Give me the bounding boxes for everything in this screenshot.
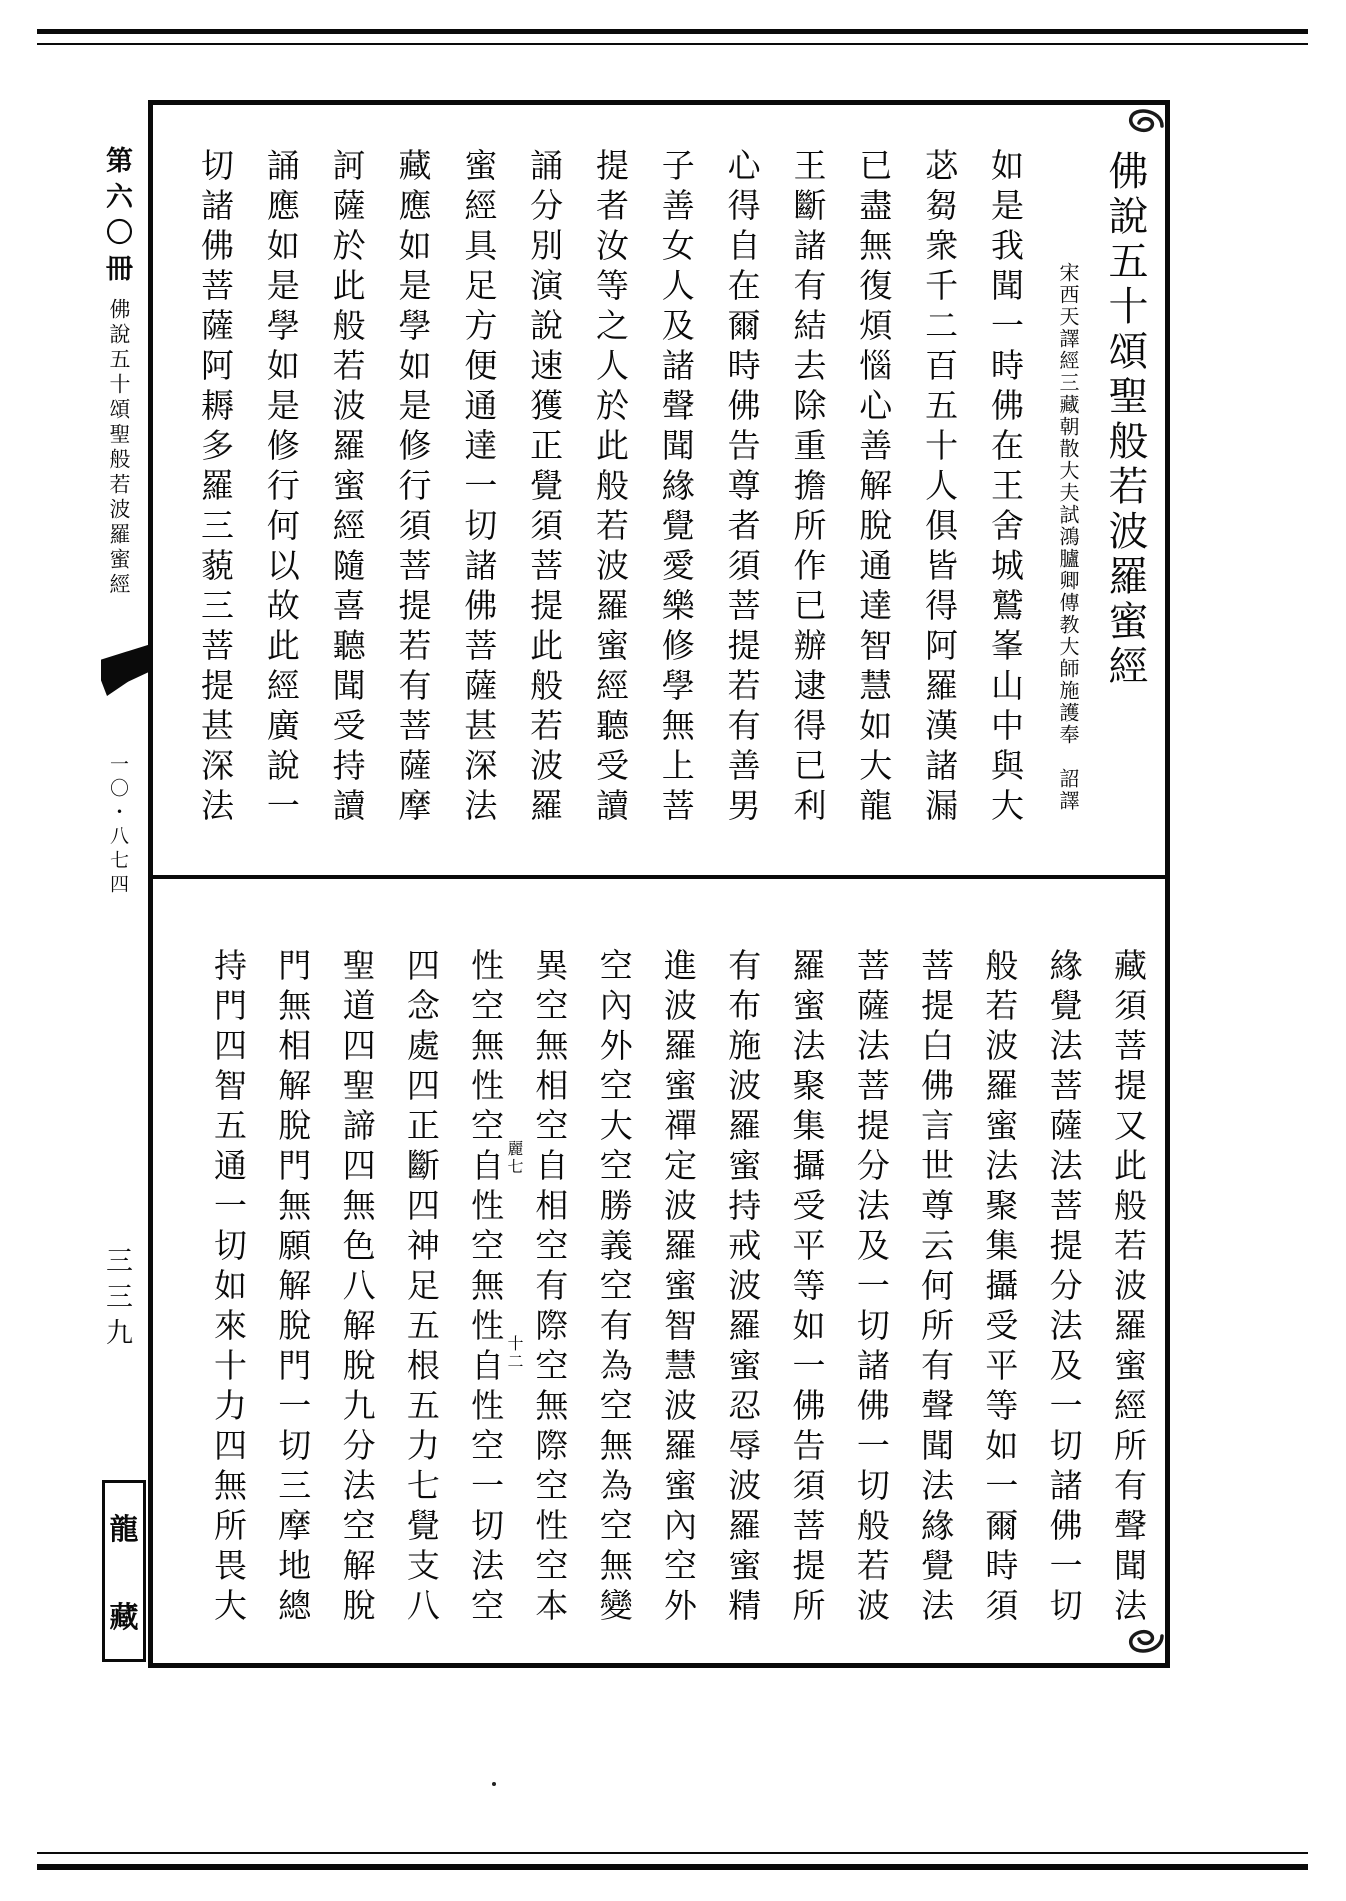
text-column: 持門四智五通一切如來十力四無所畏大 [209, 948, 245, 1628]
text-column: 四念處四正斷四神足五根五力七覺支八 [401, 948, 438, 1628]
text-column: 王斷諸有結去除重擔所作已辦逮得已利 [788, 148, 825, 828]
text-column: 菩提白佛言世尊云何所有聲聞法緣覺法 [916, 948, 953, 1628]
text-column: 有布施波羅蜜持戒波羅蜜忍辱波羅蜜精 [723, 948, 760, 1628]
text-column: 空內外空大空勝義空有為空無為空無變 [594, 948, 631, 1628]
text-column: 如是我聞一時佛在王舍城鷲峯山中與大 [985, 148, 1022, 828]
text-column: 藏須菩提又此般若波羅蜜經所有聲聞法 [1108, 948, 1145, 1628]
text-column: 門無相解脫門無願解脫門一切三摩地總 [273, 948, 310, 1628]
text-column: 菩薩法菩提分法及一切諸佛一切般若波 [851, 948, 888, 1628]
text-column: 提者汝等之人於此般若波羅蜜經聽受讀 [590, 148, 627, 828]
text-column: 藏應如是學如是修行須菩提若有菩薩摩 [393, 148, 430, 828]
text-column: 切諸佛菩薩阿耨多羅三藐三菩提甚深法 [196, 148, 232, 828]
seal-char-long: 龍 [109, 1513, 139, 1546]
gutter-note: 十二 [505, 1335, 522, 1371]
seal-char-zang: 藏 [109, 1601, 139, 1634]
text-column: 緣覺法菩薩法菩提分法及一切諸佛一切 [1044, 948, 1081, 1628]
text-column: 性空無性空自性空無性自性空一切法空 [466, 948, 503, 1628]
page-curl-ornament-top [1126, 104, 1164, 147]
text-column: 聖道四聖諦四無色八解脫九分法空解脫 [337, 948, 374, 1628]
text-column: 已盡無復煩惱心善解脫通達智慧如大龍 [854, 148, 891, 828]
folio-number: 三三九 [102, 1246, 132, 1354]
lower-register [153, 879, 1165, 1663]
translator-line: 宋西天譯經三藏朝散大夫試鴻臚卿傳教大師施護奉 詔譯 [1056, 262, 1078, 812]
bottom-rule-thin [37, 1852, 1308, 1854]
text-column: 蜜經具足方便通達一切諸佛菩薩甚深法 [459, 148, 496, 828]
text-column: 誦應如是學如是修行何以故此經廣說一 [261, 148, 298, 828]
text-column: 子善女人及諸聲聞緣覺愛樂修學無上菩 [656, 148, 693, 828]
text-column: 般若波羅蜜法聚集攝受平等如一爾時須 [980, 948, 1017, 1628]
text-column: 訶薩於此般若波羅蜜經隨喜聽聞受持讀 [327, 148, 364, 828]
lower-columns [210, 948, 1143, 1648]
volume-label: 第六〇冊 [102, 146, 132, 290]
text-column: 心得自在爾時佛告尊者須菩提若有善男 [722, 148, 759, 828]
upper-columns [197, 148, 1020, 848]
text-column: 異空無相空自相空有際空無際空性空本 [530, 948, 567, 1628]
text-column: 羅蜜法聚集攝受平等如一佛告須菩提所 [787, 948, 824, 1628]
top-rule-thin [37, 43, 1308, 45]
text-column: 誦分別演說速獲正覺須菩提此般若波羅 [525, 148, 562, 828]
top-rule-thick [37, 29, 1308, 34]
series-title: 佛說五十頌聖般若波羅蜜經 [107, 298, 131, 598]
gutter-note: 麗七 [505, 1140, 522, 1176]
text-frame [148, 100, 1170, 1668]
upper-register [153, 105, 1165, 875]
page-curl-ornament-bottom [1126, 1620, 1164, 1663]
sutra-title: 佛說五十頌聖般若波羅蜜經 [1103, 150, 1148, 690]
page-number: 一〇・八七四 [107, 754, 128, 898]
dust-speck [492, 1782, 496, 1786]
ink-blob-mark [101, 644, 151, 696]
text-column: 苾芻衆千二百五十人俱皆得阿羅漢諸漏 [920, 148, 957, 828]
text-column: 進波羅蜜禪定波羅蜜智慧波羅蜜內空外 [658, 948, 695, 1628]
bottom-rule-thick [37, 1864, 1308, 1870]
collection-seal-box [102, 1480, 146, 1662]
